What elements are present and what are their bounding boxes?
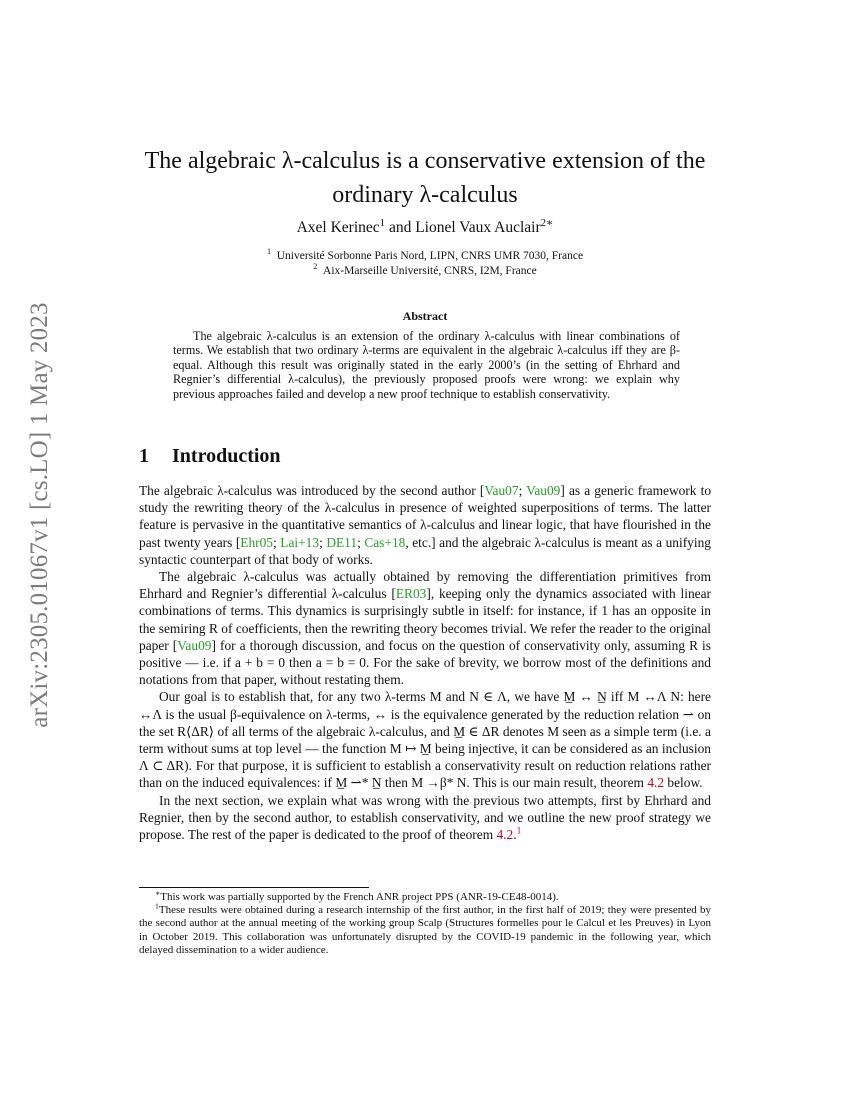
title-line-2: ordinary λ-calculus xyxy=(332,182,518,208)
affiliation-1-mark: 1 xyxy=(266,247,271,257)
paragraph-4 xyxy=(139,792,711,844)
author-2-mark: 2∗ xyxy=(540,216,554,229)
footnote-1 xyxy=(139,888,711,904)
citation-link[interactable]: DE11 xyxy=(326,534,358,550)
text-run: Our goal is to establish that, for any two λ-terms M and N ∈ Λ, we have M̲ ↔ N̲ iff M ↔Λ N: here ↔Λ is the usual β-equivalence on λ-terms, ↔ is the equivalence generated by the reduction relation ⇀ on the set R⟨ΔR⟩ of all terms of the algebraic λ-calculus, and M̲ ∈ ΔR denotes M seen as a simple term (i.e. a term without sums at top level — the function M ↦ M̲ being injective, it can be considered as an inclusion Λ ⊂ ΔR). For that purpose, it is sufficient to establish a conservativity result on reduction relations rather than on the induced equivalences: if M̲ ⇀* N̲ then M →β* N. This is our main result, theorem xyxy=(139,689,711,791)
author-1: Axel Kerinec xyxy=(296,219,380,236)
text-run: ], keeping only the dynamics associated with linear combinations of terms. This dynamics is surprisingly subtle in itself: for instance, if 1 has an opposite in the semiring R of coefficients, then the rewriting theory becomes trivial. We refer the reader to the original paper [ xyxy=(139,586,711,653)
paper-title xyxy=(120,144,730,212)
text-run: ; xyxy=(319,534,327,550)
citation-link[interactable]: Vau07 xyxy=(484,483,519,498)
paragraph-2 xyxy=(139,568,711,688)
affiliation-1 xyxy=(120,247,730,262)
citation-link[interactable]: Vau09 xyxy=(177,637,212,653)
footnote-2-text: These results were obtained during a research internship of the first author, in the first half of 2019; they were presented by the second author at the annual meeting of the working group Scalp (Structures formelles pour le Calcul et les Preuves) in Lyon in October 2019. This collaboration was unfortunately disrupted by the COVID-19 pandemic in the following year, which delayed dissemination to a wider audience. xyxy=(139,904,711,956)
abstract-heading: Abstract xyxy=(402,309,448,323)
text-run: , etc.] and the algebraic λ-calculus is meant as a unifying syntactic counterpart of that body of works. xyxy=(139,534,711,567)
affiliation-2-mark: 2 xyxy=(313,262,318,272)
citation-link[interactable]: Ehr05 xyxy=(240,534,274,550)
affiliation-2-text: Aix-Marseille Université, CNRS, I2M, France xyxy=(323,265,537,277)
text-run: below. xyxy=(664,775,703,791)
title-line-1: The algebraic λ-calculus is a conservative extension of the xyxy=(144,148,706,174)
footnote-2 xyxy=(139,901,711,957)
theorem-ref-link[interactable]: 4.2 xyxy=(647,775,665,791)
footnote-divider xyxy=(139,887,369,888)
author-conjunction: and xyxy=(385,219,416,236)
section-title: Introduction xyxy=(172,445,281,467)
abstract-text: The algebraic λ-calculus is an extension of the ordinary λ-calculus with linear combinations of terms. We establish that two ordinary λ-terms are equivalent in the algebraic λ-calculus iff they are β-equal. Although this result was originally stated in the early 2000’s (in the setting of Ehrhard and Regnier’s differential λ-calculus), the previously proposed proofs were wrong: we explain why previous approaches failed and develop a new proof technique to establish conservativity. xyxy=(173,329,680,401)
footnote-2-mark: 1 xyxy=(155,901,159,911)
theorem-ref-link[interactable]: 4.2 xyxy=(496,827,514,843)
author-list xyxy=(120,216,730,237)
text-run: ; xyxy=(518,483,527,498)
footnote-1-text: This work was partially supported by the French ANR project PPS (ANR-19-CE48-0014). xyxy=(160,891,559,903)
author-2: Lionel Vaux Auclair xyxy=(415,219,541,236)
text-run: ] as a generic framework to study the rewriting theory of the λ-calculus in presence of weighted superpositions of terms. The latter feature is pervasive in the quantitative semantics of λ-calculus and linear logic, that have flourished in the past twenty years [ xyxy=(139,483,712,550)
text-run: The algebraic λ-calculus was actually obtained by removing the differentiation primitives from Ehrhard and Regnier’s differential λ-calculus [ xyxy=(139,569,711,602)
author-1-mark: 1 xyxy=(379,216,386,229)
text-run: The algebraic λ-calculus was introduced by the second author [ xyxy=(139,483,485,498)
section-heading xyxy=(139,445,281,468)
footnotes xyxy=(139,888,711,957)
paragraph-3 xyxy=(139,688,711,791)
text-run: ; xyxy=(273,534,281,550)
paragraph-1 xyxy=(139,482,711,568)
text-run: ] for a thorough discussion, and focus on the question of conservativity only, assuming R is positive — i.e. if a + b = 0 then a = b = 0. For the sake of brevity, we borrow most of the definitions and notations from that paper, without restating them. xyxy=(139,637,711,688)
text-run: . xyxy=(513,827,517,843)
footnote-ref-link[interactable]: 1 xyxy=(516,826,522,837)
text-run: In the next section, we explain what was wrong with the previous two attempts, first by Ehrhard and Regnier, then by the second author, to establish conservativity, and we outline the new proof strategy we propose. The rest of the paper is dedicated to the proof of theorem xyxy=(139,792,711,843)
affiliation-2 xyxy=(120,262,730,277)
arxiv-sidebar xyxy=(10,268,70,763)
text-run: ; xyxy=(357,534,365,550)
citation-link[interactable]: Vau09 xyxy=(526,483,561,498)
citation-link[interactable]: Cas+18 xyxy=(364,534,406,550)
footnote-1-mark: ∗ xyxy=(155,888,161,898)
citation-link[interactable]: ER03 xyxy=(395,586,427,602)
affiliation-1-text: Université Sorbonne Paris Nord, LIPN, CNRS UMR 7030, France xyxy=(276,250,584,262)
section-number: 1 xyxy=(139,445,149,467)
citation-link[interactable]: Lai+13 xyxy=(280,534,320,550)
body-text xyxy=(139,482,711,843)
arxiv-identifier: arXiv:2305.01067v1 [cs.LO] 1 May 2023 xyxy=(26,302,53,728)
